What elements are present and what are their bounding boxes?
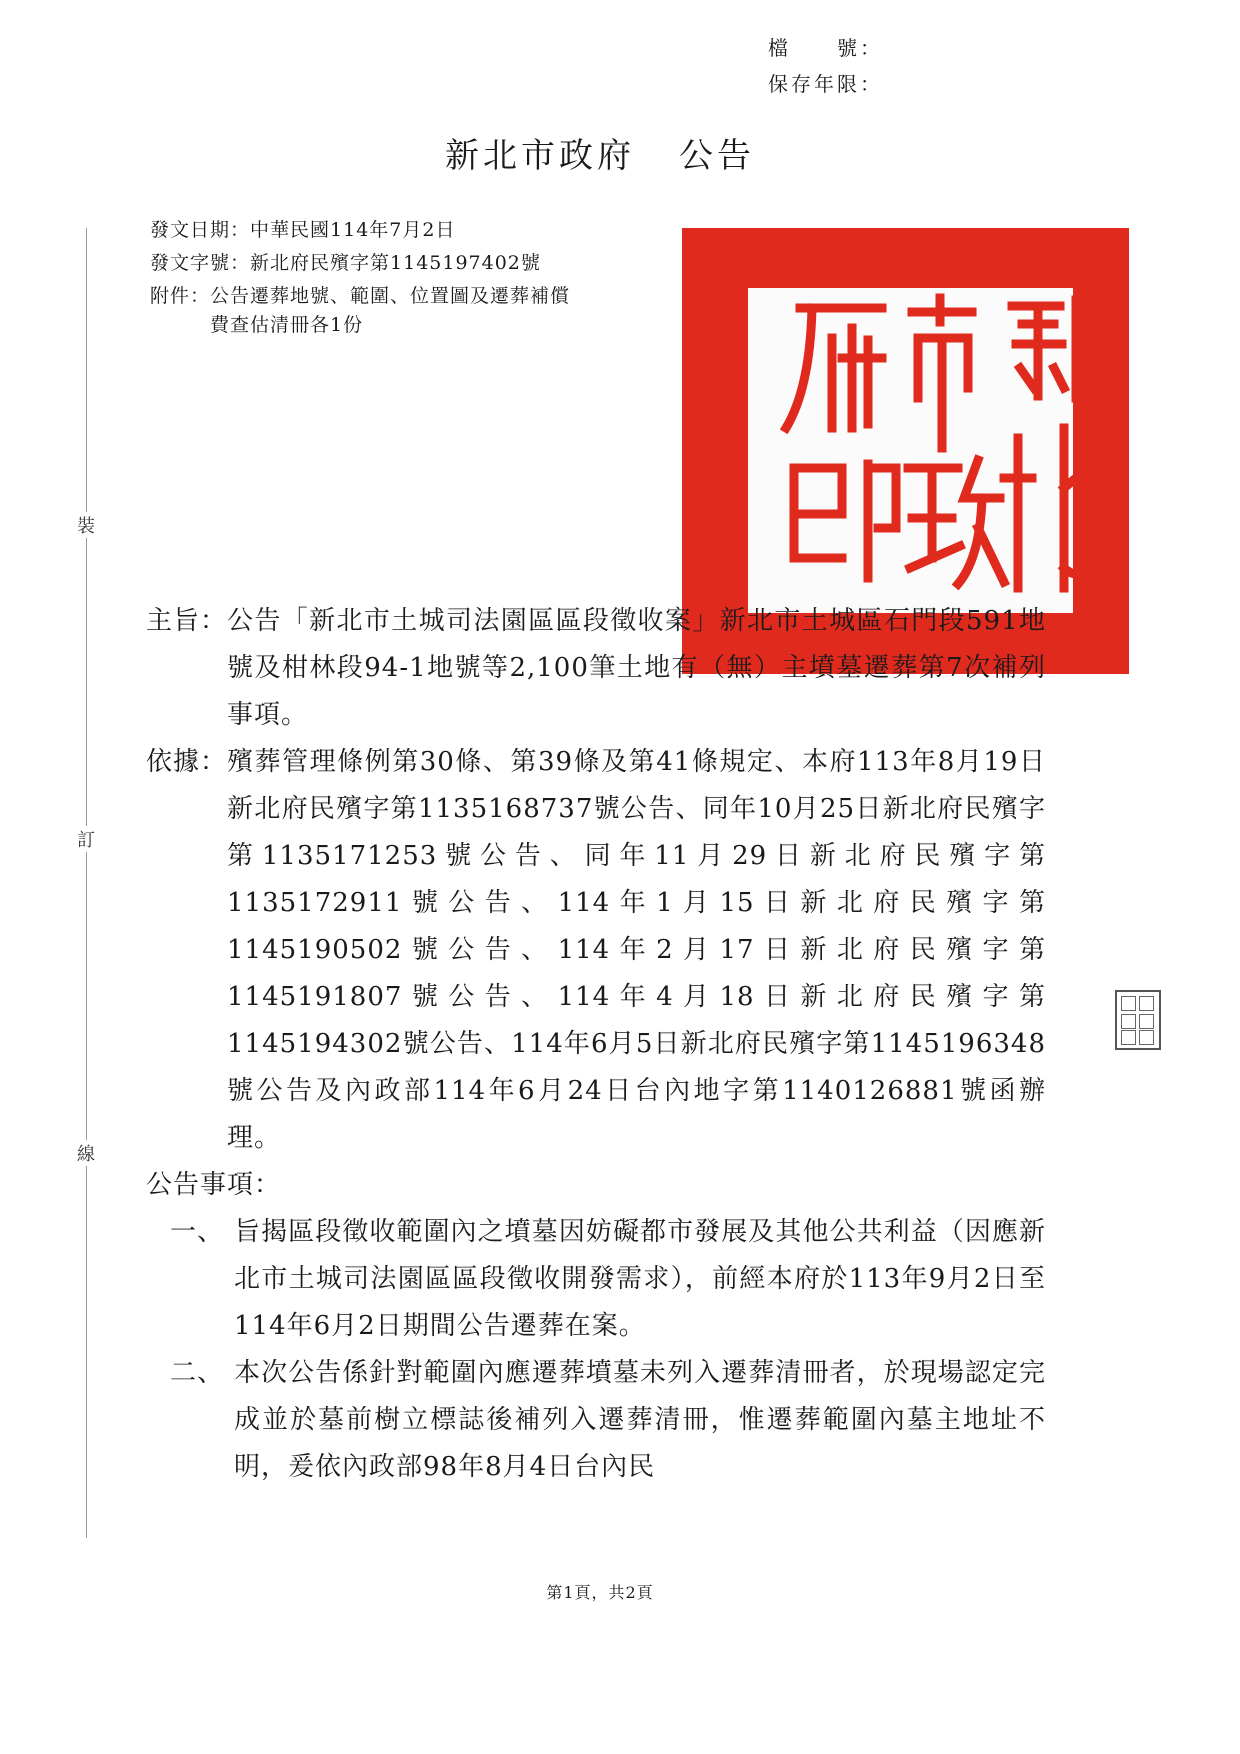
basis-label: 依據： <box>146 747 228 777</box>
basis-text: 殯葬管理條例第30條、第39條及第41條規定、本府113年8月19日新北府民殯字第1135168737號公告、同年10月25日新北府民殯字第1135171253號公告、同年11月29日新北府民殯字第1135172911號公告、114年1月15日新北府民殯字第1145190502號公告、114年2月17日新北府民殯字第1145191807號公告、114年4月18日新北府民殯字第1145194302號公告、114年6月5日新北府民殯字第1145196348號公告及內政部114年6月24日台內地字第1140126881號函辦理。 <box>227 747 1046 1153</box>
agency-name: 新北市政府 <box>445 136 635 176</box>
notice-item-text: 旨揭區段徵收範圍內之墳墓因妨礙都市發展及其他公共利益（因應新北市土城司法園區區段徵收開發需求），前經本府於113年9月2日至114年6月2日期間公告遷葬在案。 <box>234 1217 1046 1341</box>
notice-item-text: 本次公告係針對範圍內應遷葬墳墓未列入遷葬清冊者，於現場認定完成並於墓前樹立標誌後補列入遷葬清冊，惟遷葬範圍內墓主地址不明，爰依內政部98年8月4日台內民 <box>234 1358 1046 1482</box>
subject-text: 公告「新北市土城司法園區區段徵收案」新北市土城區石門段591地號及柑林段94-1地號等2,100筆土地有（無）主墳墓遷葬第7次補列事項。 <box>227 606 1046 730</box>
document-type: 公告 <box>679 136 755 176</box>
notice-heading: 公告事項： <box>146 1170 282 1200</box>
notice-item <box>170 1209 1046 1350</box>
binding-mark-ding: 訂 <box>74 826 98 852</box>
notice-item-number: 二、 <box>170 1358 225 1388</box>
binding-mark-xian: 線 <box>74 1140 98 1166</box>
issue-date-label: 發文日期： <box>150 219 251 241</box>
file-number-label: 檔 號： <box>768 36 883 60</box>
small-seal-stamp <box>1115 990 1161 1050</box>
notice-item-number: 一、 <box>170 1217 225 1247</box>
document-body <box>146 598 1046 1491</box>
retention-period-label: 保存年限： <box>768 72 883 96</box>
binding-mark-zhuang: 裝 <box>74 512 98 538</box>
notice-items <box>146 1209 1046 1491</box>
file-info <box>768 30 883 102</box>
document-title <box>0 128 1200 177</box>
basis-paragraph <box>146 739 1046 1162</box>
subject-paragraph <box>146 598 1046 739</box>
page-number: 第1頁，共2頁 <box>546 1583 654 1602</box>
reference-number-value: 新北府民殯字第1145197402號 <box>250 252 541 274</box>
notice-item <box>170 1350 1046 1491</box>
document-meta <box>150 214 570 340</box>
reference-number-label: 發文字號： <box>150 252 251 274</box>
issue-date-value: 中華民國114年7月2日 <box>250 219 456 241</box>
binding-line <box>86 228 87 1538</box>
subject-label: 主旨： <box>146 606 228 636</box>
attachment-value: 公告遷葬地號、範圍、位置圖及遷葬補償費查估清冊各1份 <box>210 285 571 336</box>
attachment-label: 附件： <box>150 285 211 307</box>
